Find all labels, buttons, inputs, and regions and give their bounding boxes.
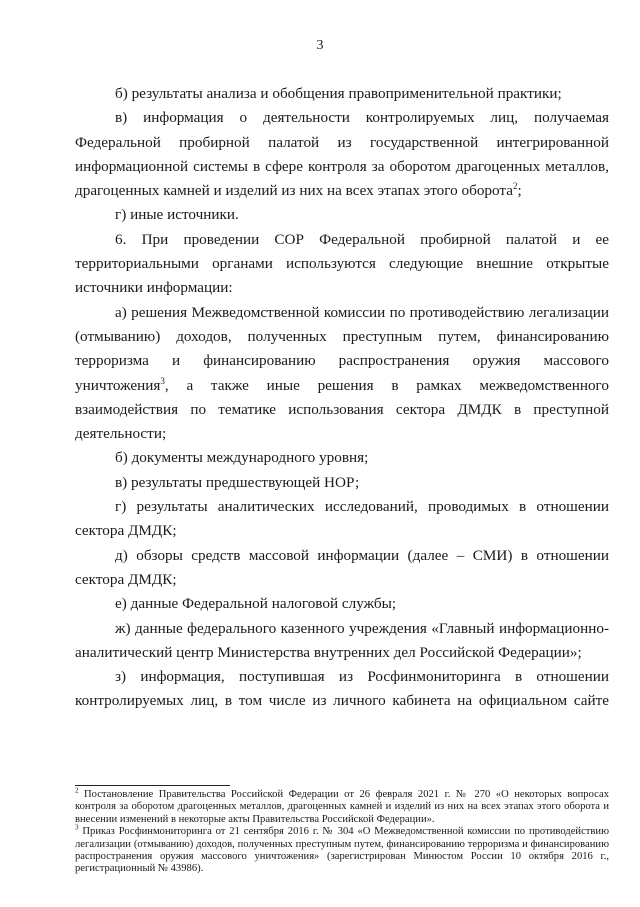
paragraph-b-international-docs: б) документы международного уровня; [115, 449, 369, 467]
body-text [75, 82, 609, 714]
footnote-2-mark: 2 [75, 786, 79, 795]
paragraph-d-media-reviews: д) обзоры средств массовой информации (далее – СМИ) в отношении сектора ДМДК; [75, 546, 609, 588]
paragraph-g-analytical-research: г) результаты аналитических исследований, проводимых в отношении сектора ДМДК; [75, 498, 609, 540]
paragraph-v-previous-nor: в) результаты предшествующей НОР; [115, 473, 360, 491]
page-number: 3 [316, 38, 324, 53]
paragraph-b-results: б) результаты анализа и обобщения правоприменительной практики; [115, 85, 562, 102]
paragraph-6-intro: 6. При проведении СОР Федеральной пробирной палатой и ее территориальными органами используются следующие внешние открытые источники информации: [75, 230, 609, 297]
footnote-3-mark: 3 [75, 823, 79, 832]
paragraph-e-tax-service: е) данные Федеральной налоговой службы; [115, 595, 397, 613]
paragraph-v-information [75, 106, 609, 203]
paragraph-a-continuation: , а также иные решения в рамках межведомственного взаимодействия по тематике использования сектора ДМДК в преступной деятельности; [75, 376, 609, 443]
footnote-ref-2: 2 [512, 181, 518, 192]
paragraph-v-text: в) информация о деятельности контролируемых лиц, получаемая Федеральной пробирной палатой из государственной интегрированной информационной системы в сфере контроля за оборотом драгоценных металлов, драгоценных камней и изделий из них на всех этапах этого оборота [75, 109, 609, 200]
paragraph-v-end: ; [517, 182, 522, 200]
paragraph-a-text: а) решения Межведомственной комиссии по противодействию легализации (отмыванию) доходов, полученных преступным путем, финансированию терроризма и финансированию распространения оружия массового уничтожения [75, 303, 609, 394]
footnote-2 [75, 786, 609, 826]
paragraph-a-commission-decisions [75, 301, 609, 447]
paragraph-zh-gic-mvd: ж) данные федерального казенного учреждения «Главный информационно-аналитический центр Министерства внутренних дел Российской Федерации»; [75, 619, 609, 661]
footnote-2-text: Постановление Правительства Российской Федерации от 26 февраля 2021 г. № 270 «О некоторых вопросах контроля за оборотом драгоценных металлов, драгоценных камней и изделий из них на всех этапах этого оборота и внесении изменений в некоторые акты Правительства Российской Федерации». [75, 789, 609, 825]
paragraph-g-other-sources: г) иные источники. [115, 206, 239, 224]
footnote-divider [75, 785, 230, 786]
paragraph-z-rosfinmonitoring: з) информация, поступившая из Росфинмониторинга в отношении контролируемых лиц, в том числе из личного кабинета на официальном сайте [75, 668, 609, 710]
footnote-3 [75, 823, 609, 876]
footnote-ref-3: 3 [160, 375, 165, 386]
footnote-3-text: Приказ Росфинмониторинга от 21 сентября 2016 г. № 304 «О Межведомственной комиссии по противодействию легализации (отмыванию) доходов, полученных преступным путем, финансированию терроризма и финансированию распространения оружия массового уничтожения» (зарегистрирован Минюстом России 10 октября 2016 г., регистрационный № 43986). [75, 826, 609, 875]
footnotes [75, 786, 609, 876]
